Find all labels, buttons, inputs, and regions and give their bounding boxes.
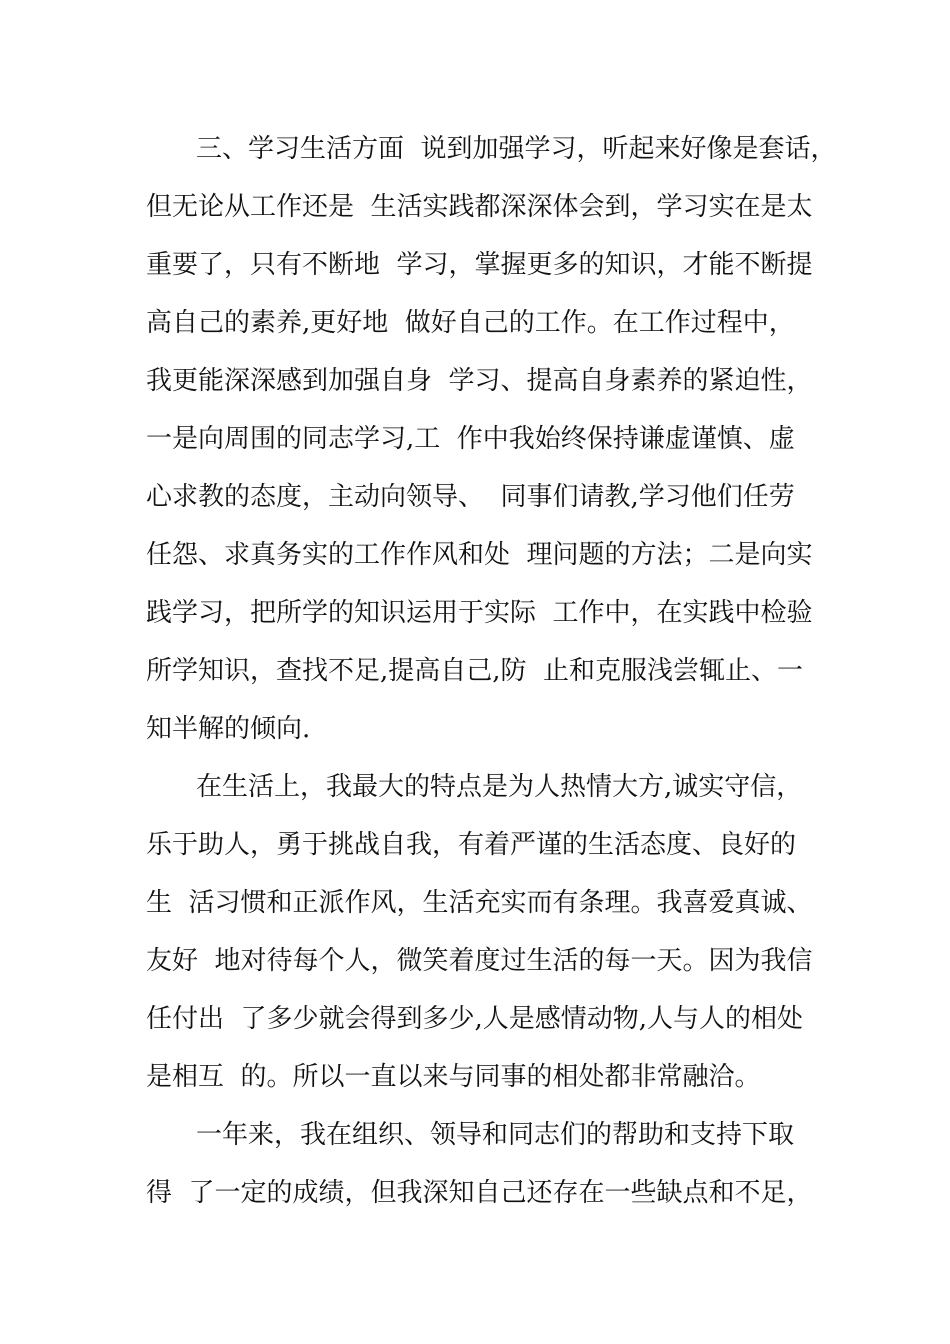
- text-line: 生 活习惯和正派作风，生活充实而有条理。我喜爱真诚、: [146, 888, 813, 918]
- text-line: 在生活上，我最大的特点是为人热情大方,诚实守信，: [196, 772, 803, 802]
- text-line: 一年来，我在组织、领导和同志们的帮助和支持下取: [196, 1120, 795, 1150]
- text-line: 得 了一定的成绩，但我深知自己还存在一些缺点和不足，: [146, 1178, 813, 1208]
- text-line: 任付出 了多少就会得到多少,人是感情动物,人与人的相处: [146, 1004, 804, 1034]
- text-line: 是相互 的。所以一直以来与同事的相处都非常融洽。: [146, 1062, 761, 1092]
- text-line: 高自己的素养,更好地 做好自己的工作。在工作过程中，: [146, 308, 795, 338]
- text-line: 践学习，把所学的知识运用于实际 工作中，在实践中检验: [146, 598, 813, 628]
- text-line: 任怨、求真务实的工作作风和处 理问题的方法；二是向实: [146, 540, 813, 570]
- text-line: 我更能深深感到加强自身 学习、提高自身素养的紧迫性，: [146, 366, 813, 396]
- text-line: 友好 地对待每个人，微笑着度过生活的每一天。因为我信: [146, 946, 813, 976]
- text-line: 但无论从工作还是 生活实践都深深体会到，学习实在是太: [146, 192, 813, 222]
- text-line: 乐于助人，勇于挑战自我，有着严谨的生活态度、良好的: [146, 830, 797, 860]
- text-line: 三、学习生活方面 说到加强学习，听起来好像是套话，: [196, 134, 837, 164]
- text-line: 知半解的倾向.: [146, 714, 311, 744]
- text-line: 所学知识，查找不足,提高自己,防 止和克服浅尝辄止、一: [146, 656, 804, 686]
- text-line: 心求教的态度，主动向领导、 同事们请教,学习他们任劳: [146, 482, 795, 512]
- text-line: 一是向周围的同志学习,工 作中我始终保持谦虚谨慎、虚: [146, 424, 795, 454]
- text-line: 重要了，只有不断地 学习，掌握更多的知识，才能不断提: [146, 250, 813, 280]
